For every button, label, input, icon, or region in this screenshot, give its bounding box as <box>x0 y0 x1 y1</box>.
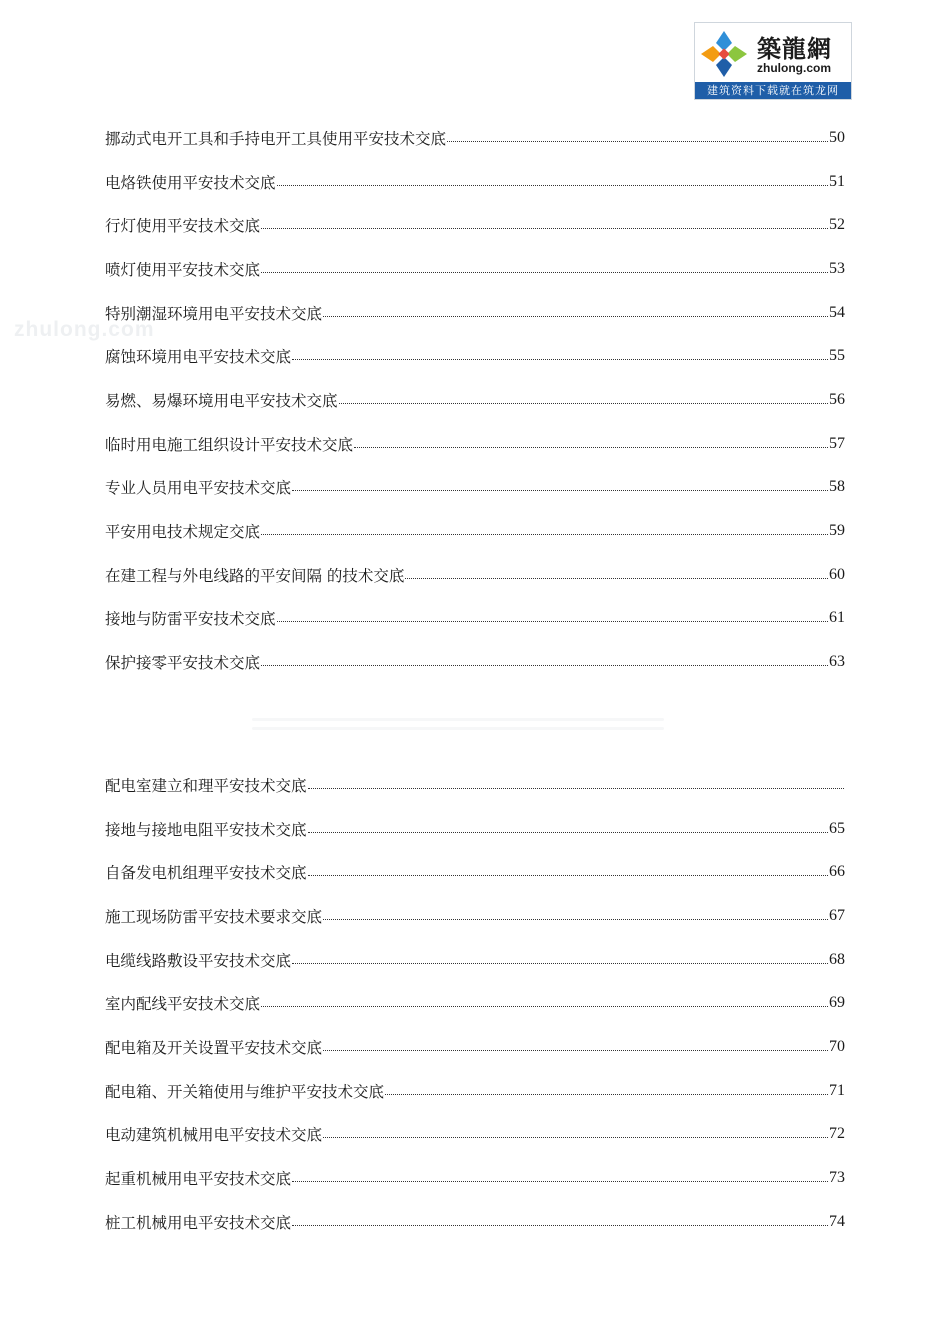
dot-leader <box>405 577 828 579</box>
dot-leader <box>323 1136 828 1138</box>
dot-leader <box>261 271 828 273</box>
toc-entry-title: 配电室建立和理平安技术交底 <box>105 776 307 795</box>
toc-entry[interactable] <box>105 1113 845 1157</box>
toc-entry-page-number: 66 <box>829 863 845 881</box>
toc-entry-page-number: 57 <box>829 434 845 452</box>
toc-entry[interactable] <box>105 1025 845 1069</box>
toc-entry[interactable] <box>105 938 845 982</box>
zhulong-logo <box>694 22 852 100</box>
logo-chinese-name: 築龍網 <box>757 35 832 63</box>
toc-entry-title: 行灯使用平安技术交底 <box>105 217 261 236</box>
toc-entry-title: 挪动式电开工具和手持电开工具使用平安技术交底 <box>105 129 447 148</box>
toc-entry-title: 在建工程与外电线路的平安间隔 的技术交底 <box>105 566 405 585</box>
toc-entry[interactable] <box>105 807 845 851</box>
toc-entry-page-number: 56 <box>829 390 845 408</box>
dot-leader <box>261 664 828 666</box>
dot-leader <box>323 918 828 920</box>
toc-entry-page-number: 60 <box>829 565 845 583</box>
toc-entry[interactable] <box>105 1069 845 1113</box>
toc-entry[interactable] <box>105 1156 845 1200</box>
toc-entry-title: 电缆线路敷设平安技术交底 <box>105 951 292 970</box>
toc-entry[interactable] <box>105 334 845 378</box>
toc-entry-page-number: 55 <box>829 347 845 365</box>
dot-leader <box>308 831 828 833</box>
toc-list-section-2 <box>105 763 845 1244</box>
toc-entry-title: 特别潮湿环境用电平安技术交底 <box>105 304 323 323</box>
toc-entry-page-number: 70 <box>829 1037 845 1055</box>
toc-entry[interactable] <box>105 466 845 510</box>
toc-entry-page-number: 54 <box>829 303 845 321</box>
toc-entry[interactable] <box>105 247 845 291</box>
toc-entry-title: 保护接零平安技术交底 <box>105 654 261 673</box>
toc-entry-title: 接地与接地电阻平安技术交底 <box>105 820 307 839</box>
toc-entry[interactable] <box>105 203 845 247</box>
dot-leader <box>292 489 828 491</box>
toc-entry-page-number: 61 <box>829 609 845 627</box>
toc-entry-page-number: 58 <box>829 478 845 496</box>
toc-entry-title: 施工现场防雷平安技术要求交底 <box>105 907 323 926</box>
toc-entry-page-number: 71 <box>829 1081 845 1099</box>
dot-leader <box>261 533 828 535</box>
dot-leader <box>385 1093 828 1095</box>
toc-entry[interactable] <box>105 894 845 938</box>
toc-entry-title: 临时用电施工组织设计平安技术交底 <box>105 435 354 454</box>
dot-leader <box>261 227 828 229</box>
toc-entry-title: 喷灯使用平安技术交底 <box>105 260 261 279</box>
dot-leader <box>354 446 828 448</box>
toc-entry[interactable] <box>105 1200 845 1244</box>
toc-entry[interactable] <box>105 116 845 160</box>
toc-entry-title: 平安用电技术规定交底 <box>105 523 261 542</box>
toc-entry[interactable] <box>105 422 845 466</box>
toc-entry-page-number: 50 <box>829 128 845 146</box>
toc-entry-title: 电动建筑机械用电平安技术交底 <box>105 1126 323 1145</box>
toc-entry-page-number: 72 <box>829 1125 845 1143</box>
toc-entry-title: 室内配线平安技术交底 <box>105 995 261 1014</box>
dot-leader <box>292 962 828 964</box>
dot-leader <box>292 1180 828 1182</box>
toc-entry[interactable] <box>105 553 845 597</box>
toc-entry[interactable] <box>105 640 845 684</box>
toc-entry[interactable] <box>105 597 845 641</box>
dot-leader <box>308 787 844 789</box>
toc-entry[interactable] <box>105 291 845 335</box>
toc-entry[interactable] <box>105 850 845 894</box>
toc-entry-page-number: 59 <box>829 522 845 540</box>
toc-entry-title: 电烙铁使用平安技术交底 <box>105 173 276 192</box>
toc-entry[interactable] <box>105 981 845 1025</box>
dot-leader <box>339 402 828 404</box>
toc-entry-page-number: 53 <box>829 259 845 277</box>
toc-entry[interactable] <box>105 160 845 204</box>
toc-entry-page-number: 52 <box>829 216 845 234</box>
dot-leader <box>323 315 828 317</box>
toc-entry-title: 桩工机械用电平安技术交底 <box>105 1213 292 1232</box>
dot-leader <box>277 620 828 622</box>
toc-entry-page-number: 73 <box>829 1169 845 1187</box>
dot-leader <box>261 1005 828 1007</box>
logo-domain: zhulong.com <box>757 61 831 75</box>
toc-entry-title: 自备发电机组理平安技术交底 <box>105 864 307 883</box>
dot-leader <box>447 140 828 142</box>
toc-entry-title: 专业人员用电平安技术交底 <box>105 479 292 498</box>
toc-entry-page-number: 67 <box>829 906 845 924</box>
logo-slogan: 建筑资料下载就在筑龙网 <box>695 82 851 99</box>
toc-entry-page-number: 69 <box>829 994 845 1012</box>
toc-entry-page-number: 68 <box>829 950 845 968</box>
toc-entry-title: 接地与防雷平安技术交底 <box>105 610 276 629</box>
toc-entry-page-number: 51 <box>829 172 845 190</box>
toc-entry-page-number: 65 <box>829 819 845 837</box>
dot-leader <box>308 874 828 876</box>
dot-leader <box>292 1224 828 1226</box>
dot-leader <box>292 358 828 360</box>
toc-entry-page-number: 74 <box>829 1212 845 1230</box>
toc-entry-title: 配电箱及开关设置平安技术交底 <box>105 1038 323 1057</box>
toc-entry[interactable] <box>105 763 845 807</box>
watermark: zhulong.com <box>14 318 155 341</box>
toc-entry[interactable] <box>105 509 845 553</box>
toc-list-section-1 <box>105 116 845 684</box>
toc-entry-title: 配电箱、开关箱使用与维护平安技术交底 <box>105 1082 385 1101</box>
toc-entry[interactable] <box>105 378 845 422</box>
toc-entry-title: 易燃、易爆环境用电平安技术交底 <box>105 391 338 410</box>
toc-entry-title: 腐蚀环境用电平安技术交底 <box>105 348 292 367</box>
dot-leader <box>277 184 828 186</box>
dot-leader <box>323 1049 828 1051</box>
pinwheel-logo-icon <box>699 29 749 79</box>
toc-entry-page-number: 63 <box>829 653 845 671</box>
faint-background-line <box>252 712 664 736</box>
toc-entry-title: 起重机械用电平安技术交底 <box>105 1170 292 1189</box>
